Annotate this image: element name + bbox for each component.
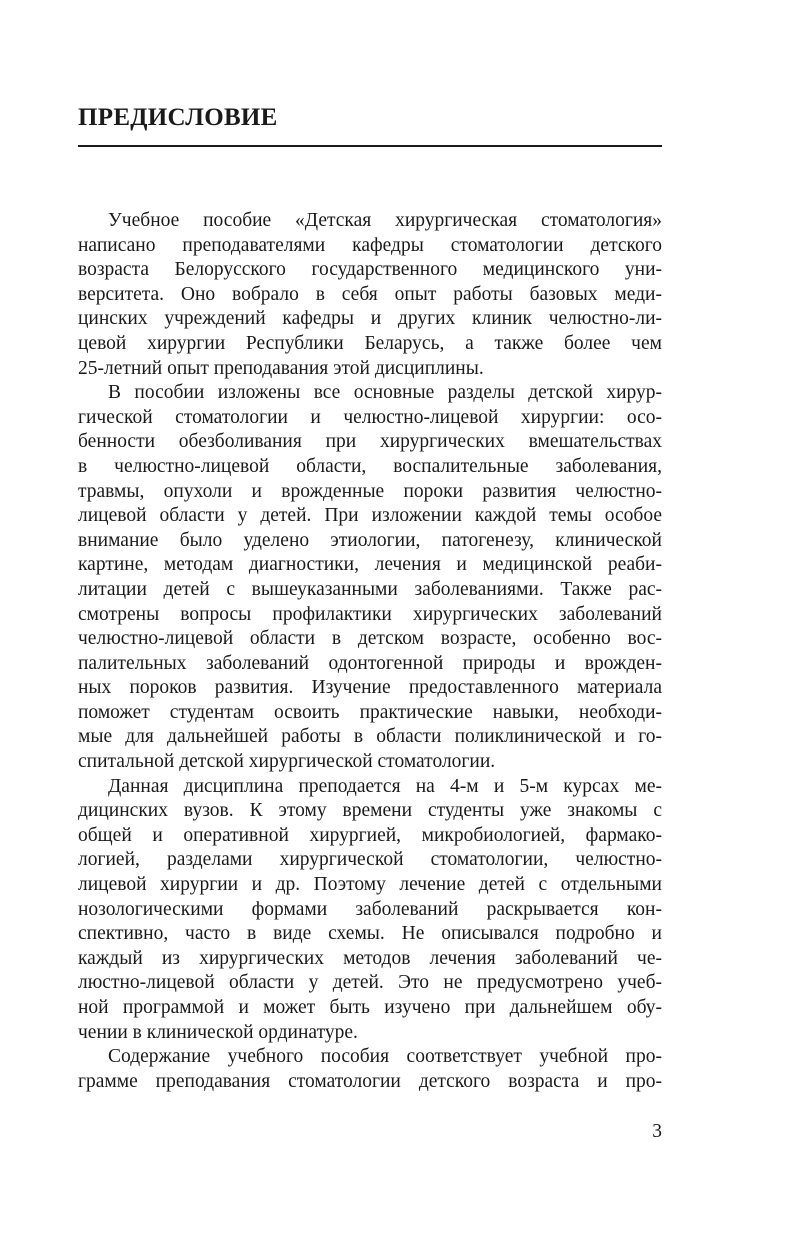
- text-line: логией, разделами хирургической стоматологии, челюстно-: [78, 849, 662, 871]
- text-line: 25-летний опыт преподавания этой дисциплины.: [78, 357, 484, 379]
- text-line: цевой хирургии Республики Беларусь, а также более чем: [78, 332, 662, 354]
- text-line: написано преподавателями кафедры стоматологии детского: [78, 234, 662, 256]
- text-line: травмы, опухоли и врожденные пороки развития челюстно-: [78, 480, 662, 502]
- text-line: Учебное пособие «Детская хирургическая стоматология»: [108, 210, 662, 231]
- text-line: картине, методам диагностики, лечения и медицинской реаби-: [78, 554, 662, 576]
- paragraph: [78, 1045, 662, 1094]
- paragraph: [78, 209, 662, 381]
- text-line: в челюстно-лицевой области, воспалительные заболевания,: [78, 455, 662, 477]
- text-line: ных пороков развития. Изучение предоставленного материала: [78, 677, 662, 699]
- text-line: поможет студентам освоить практические навыки, необходи-: [78, 701, 662, 723]
- text-line: цинских учреждений кафедры и других клиник челюстно-ли-: [78, 308, 662, 330]
- text-line: лицевой области у детей. При изложении каждой темы особое: [78, 505, 662, 527]
- paragraph: [78, 381, 662, 775]
- title-underline: [78, 145, 662, 147]
- text-line: мые для дальнейшей работы в области поликлинической и го-: [78, 726, 662, 748]
- text-line: нозологическими формами заболеваний раскрывается кон-: [78, 898, 662, 920]
- text-line: каждый из хирургических методов лечения заболеваний че-: [78, 947, 662, 969]
- text-line: спективно, часто в виде схемы. Не описывался подробно и: [78, 923, 662, 945]
- text-line: люстно-лицевой области у детей. Это не предусмотрено учеб-: [78, 972, 662, 994]
- text-line: грамме преподавания стоматологии детского возраста и про-: [78, 1070, 662, 1092]
- chapter-title: ПРЕДИСЛОВИЕ: [78, 104, 278, 131]
- text-line: спитальной детской хирургической стоматологии.: [78, 751, 496, 773]
- body-text: [78, 209, 662, 1094]
- text-line: В пособии изложены все основные разделы детской хирур-: [108, 382, 662, 404]
- text-line: палительных заболеваний одонтогенной природы и врожден-: [78, 652, 662, 674]
- text-line: Данная дисциплина преподается на 4-м и 5-м курсах ме-: [108, 775, 662, 797]
- text-line: челюстно-лицевой области в детском возрасте, особенно вос-: [78, 628, 662, 650]
- text-line: общей и оперативной хирургией, микробиологией, фармако-: [78, 824, 662, 846]
- text-line: внимание было уделено этиологии, патогенезу, клинической: [78, 529, 662, 551]
- text-line: ной программой и может быть изучено при дальнейшем обу-: [78, 997, 662, 1018]
- text-line: смотрены вопросы профилактики хирургических заболеваний: [78, 603, 662, 625]
- text-line: чении в клинической ординатуре.: [78, 1021, 358, 1043]
- text-line: дицинских вузов. К этому времени студенты уже знакомы с: [78, 800, 662, 822]
- text-line: литации детей с вышеуказанными заболеваниями. Также рас-: [78, 578, 662, 600]
- text-line: возраста Белорусского государственного медицинского уни-: [78, 259, 662, 281]
- text-line: гической стоматологии и челюстно-лицевой хирургии: осо-: [78, 406, 662, 428]
- text-line: верситета. Оно вобрало в себя опыт работы базовых меди-: [78, 283, 662, 305]
- text-line: Содержание учебного пособия соответствует учебной про-: [108, 1046, 662, 1068]
- page-number: 3: [652, 1121, 662, 1142]
- text-line: бенности обезболивания при хирургических вмешательствах: [78, 431, 662, 453]
- paragraph: [78, 775, 662, 1046]
- text-line: лицевой хирургии и др. Поэтому лечение детей с отдельными: [78, 874, 662, 896]
